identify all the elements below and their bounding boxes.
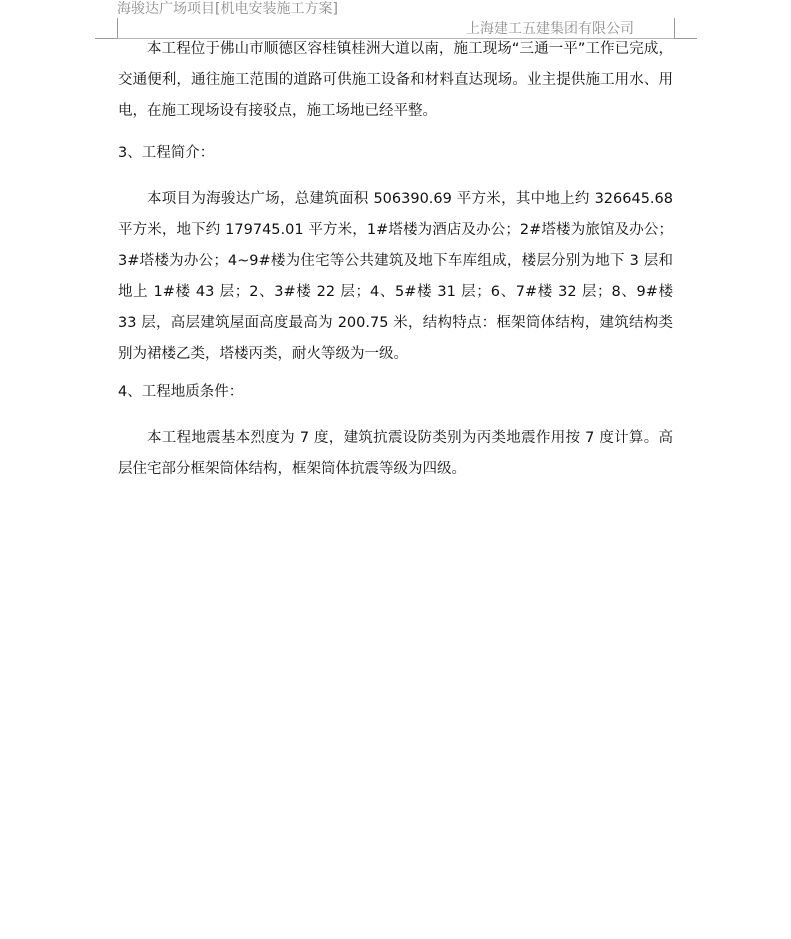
section-heading-project-overview: 3、工程简介： — [118, 145, 215, 161]
paragraph-project-overview: 本项目为海骏达广场，总建筑面积 506390.69 平方米，其中地上约 326645.68 平方米，地下约 179745.01 平方米，1#塔楼为酒店及办公；2#塔楼为旅馆及办公；3#塔楼为办公；4~9#楼为住宅等公共建筑及地下车库组成，楼层分别为地下 3 层和地上 1#楼 43 层；2、3#楼 22 层；4、5#楼 31 层；6、7#楼 32 层；8、9#楼 33 层，高层建筑屋面高度最高为 200.75 米，结构特点：框架筒体结构，建筑结构类别为裙楼乙类，塔楼丙类，耐火等级为一级。 — [118, 191, 673, 362]
section-heading-geology: 4、工程地质条件： — [118, 384, 244, 400]
document-body — [118, 34, 673, 485]
header-company: 上海建工五建集团有限公司 — [466, 21, 634, 37]
paragraph-geology: 本工程地震基本烈度为 7 度，建筑抗震设防类别为丙类地震作用按 7 度计算。高层住宅部分框架筒体结构，框架筒体抗震等级为四级。 — [118, 430, 673, 477]
crop-mark-right — [674, 18, 697, 39]
paragraph-site-conditions: 本工程位于佛山市顺德区容桂镇桂洲大道以南，施工现场“三通一平”工作已完成，交通便利，通往施工范围的道路可供施工设备和材料直达现场。业主提供施工用水、用电，在施工现场设有接驳点，施工场地已经平整。 — [118, 41, 673, 119]
header-title: 海骏达广场项目[机电安装施工方案] — [117, 1, 338, 17]
crop-mark-left — [95, 18, 118, 39]
